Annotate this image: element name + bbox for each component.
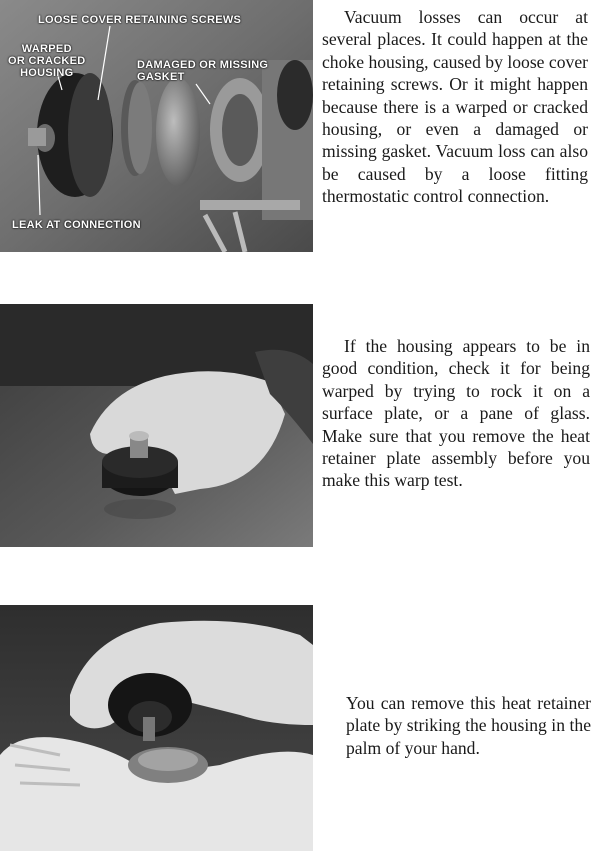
paragraph-warp-test: If the housing appears to be in good condition, check it for being warped by trying to rock it on a surface plate, or a pane of glass. Make sure that you remove the heat retainer plate assembly before you make this warp test.	[322, 336, 590, 491]
paragraph-vacuum-losses: Vacuum losses can occur at several places. It could happen at the choke housing, caused by loose cover retaining screws. Or it might happen because there is a warped or cracked housing, or even a damaged or missing gasket. Vacuum loss can also be caused by a loose fitting thermostatic control connection.	[322, 7, 588, 207]
choke-housing-exploded-photo	[0, 0, 313, 252]
label-damaged-gasket: DAMAGED OR MISSING GASKET	[137, 59, 269, 83]
label-loose-cover-screws: LOOSE COVER RETAINING SCREWS	[38, 14, 242, 26]
label-warped-housing: WARPED OR CRACKED HOUSING	[8, 43, 86, 79]
paragraph-remove-plate: You can remove this heat retainer plate by striking the housing in the palm of your hand.	[346, 693, 591, 758]
label-leak-at-connection: LEAK AT CONNECTION	[12, 219, 141, 231]
warp-test-photo	[0, 304, 313, 547]
remove-plate-photo	[0, 605, 313, 851]
